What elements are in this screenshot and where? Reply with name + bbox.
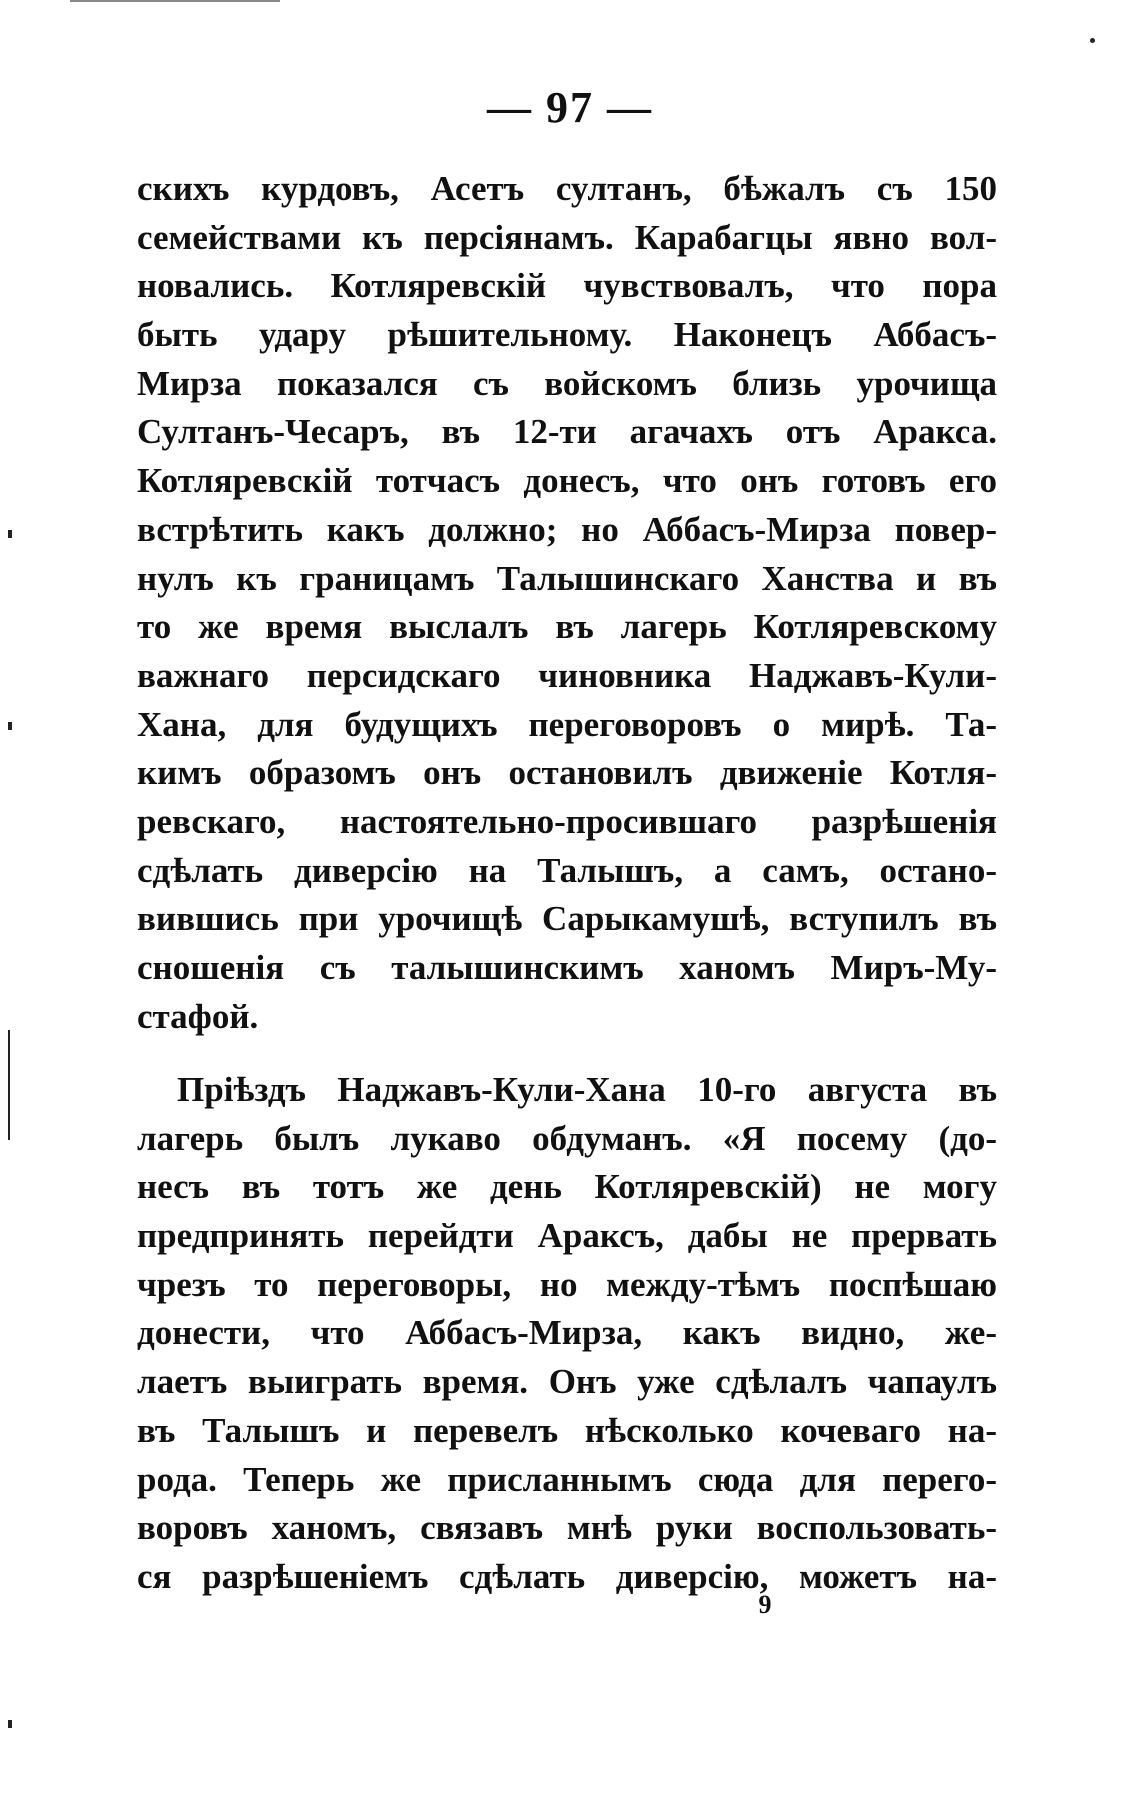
text-line: въ Талышъ и перевелъ нѣсколько кочеваго на- bbox=[137, 1410, 997, 1450]
text-line: Мирза показался съ войскомъ близь урочища bbox=[137, 363, 997, 403]
page-number: — 97 — bbox=[487, 83, 653, 132]
text-line: встрѣтить какъ должно; но Аббасъ-Мирза повер- bbox=[137, 509, 997, 549]
text-line: несъ въ тотъ же день Котляревскій) не могу bbox=[137, 1167, 997, 1207]
text-line: воровъ ханомъ, связавъ мнѣ руки воспользовать- bbox=[137, 1508, 997, 1548]
text-line: семействами къ персіянамъ. Карабагцы явно вол- bbox=[137, 217, 997, 257]
signature-mark: 9 bbox=[758, 1590, 772, 1619]
text-line: ся разрѣшеніемъ сдѣлать диверсію, можетъ на- bbox=[137, 1556, 997, 1596]
text-line: предпринять перейдти Араксъ, дабы не прервать bbox=[137, 1216, 997, 1256]
text-line: скихъ курдовъ, Асетъ султанъ, бѣжалъ съ 150 bbox=[137, 169, 997, 208]
text-line: важнаго персидскаго чиновника Наджавъ-Кули- bbox=[137, 655, 997, 695]
text-line: донести, что Аббасъ-Мирза, какъ видно, же- bbox=[137, 1313, 997, 1353]
text-line: стафой. bbox=[137, 996, 259, 1036]
text-line: вившись при урочищѣ Сарыкамушѣ, вступилъ въ bbox=[137, 899, 997, 939]
text-line: Котляревскій тотчасъ донесъ, что онъ готовъ его bbox=[137, 461, 997, 501]
text-line: рода. Теперь же присланнымъ сюда для перего- bbox=[137, 1459, 997, 1499]
top-edge-rule bbox=[70, 0, 280, 2]
text-line: кимъ образомъ онъ остановилъ движеніе Котля- bbox=[137, 753, 997, 793]
text-line: сношенія съ талышинскимъ ханомъ Миръ-Му- bbox=[137, 948, 997, 987]
margin-rule bbox=[8, 1030, 10, 1140]
text-line: нулъ къ границамъ Талышинскаго Ханства и въ bbox=[137, 558, 997, 598]
text-line: ревскаго, настоятельно-просившаго разрѣшенія bbox=[137, 801, 997, 841]
text-line: чрезъ то переговоры, но между-тѣмъ поспѣшаю bbox=[137, 1264, 997, 1304]
margin-dot bbox=[8, 1720, 12, 1728]
text-line: Хана, для будущихъ переговоровъ о мирѣ. Та- bbox=[137, 704, 997, 744]
text-line: новались. Котляревскій чувствовалъ, что пора bbox=[137, 266, 997, 306]
text-line: Султанъ-Чесаръ, въ 12-ти агачахъ отъ Аракса. bbox=[137, 412, 997, 452]
text-line: лаетъ выиграть время. Онъ уже сдѣлалъ чапаулъ bbox=[137, 1362, 997, 1402]
text-line: Пріѣздъ Наджавъ-Кули-Хана 10-го августа въ bbox=[177, 1070, 997, 1109]
text-line: лагерь былъ лукаво обдуманъ. «Я посему (до- bbox=[137, 1118, 997, 1158]
margin-dot bbox=[8, 722, 12, 730]
text-line: быть удару рѣшительному. Наконецъ Аббасъ- bbox=[137, 315, 997, 355]
text-line: сдѣлать диверсію на Талышъ, а самъ, остано- bbox=[137, 850, 997, 890]
margin-dot bbox=[8, 530, 12, 538]
margin-dot bbox=[1090, 38, 1095, 43]
paragraph-1 bbox=[137, 165, 997, 1041]
paragraph-2 bbox=[137, 1066, 997, 1602]
text-line: то же время выслалъ въ лагерь Котляревскому bbox=[137, 607, 997, 647]
